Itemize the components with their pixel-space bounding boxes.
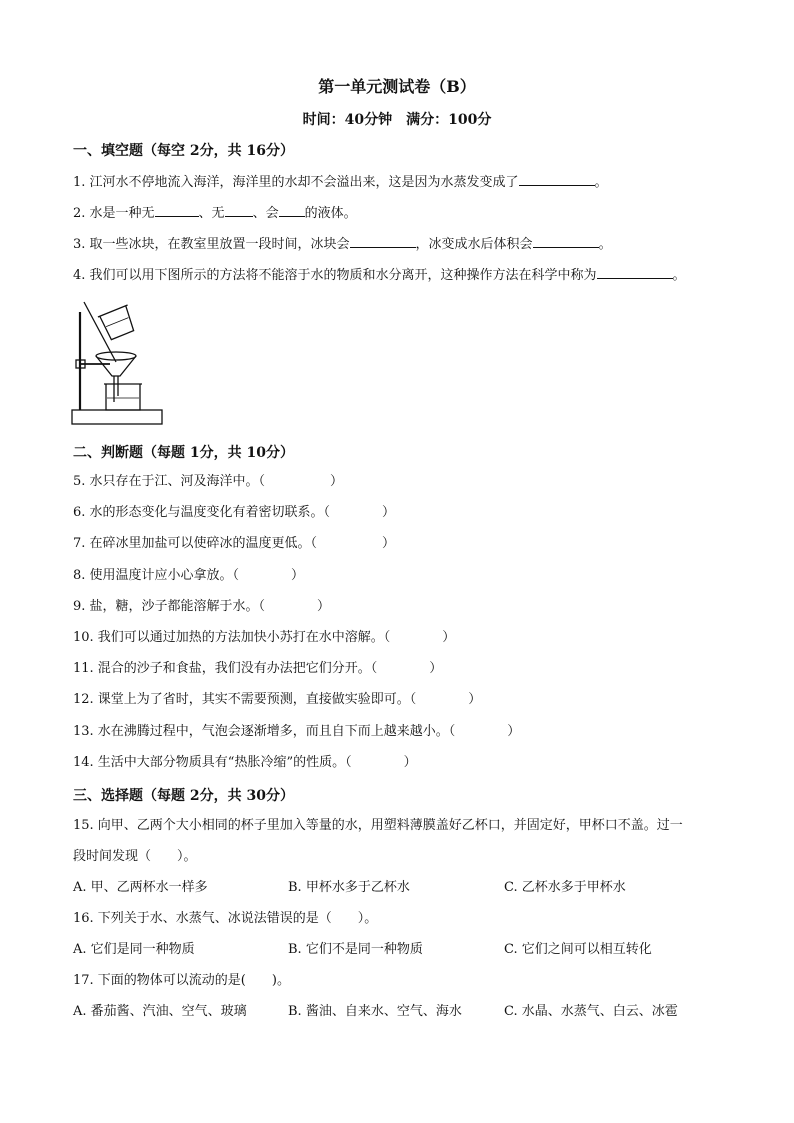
question-11: 11. 混合的沙子和食盐，我们没有办法把它们分开。（ ） [73, 661, 443, 676]
question-17-stem: 17. 下面的物体可以流动的是( )。 [73, 973, 290, 988]
question-1 [73, 172, 608, 192]
filtration-apparatus-icon [70, 292, 166, 430]
question-10: 10. 我们可以通过加热的方法加快小苏打在水中溶解。（ ） [73, 630, 456, 645]
option-c[interactable]: C. 水晶、水蒸气、白云、冰雹 [504, 1004, 678, 1019]
question-2-text: 2. 水是一种无 [73, 206, 155, 221]
section-true-false: 二、判断题（每题 1分，共 10分） [73, 445, 294, 461]
question-9: 9. 盐，糖，沙子都能溶解于水。（ ） [73, 599, 331, 614]
answer-blank[interactable] [279, 203, 305, 217]
option-b[interactable]: B. 甲杯水多于乙杯水 [288, 880, 410, 895]
question-12: 12. 课堂上为了省时，其实不需要预测，直接做实验即可。（ ） [73, 692, 482, 707]
question-4 [73, 265, 686, 285]
question-3-text: 3. 取一些冰块，在教室里放置一段时间，冰块会 [73, 237, 350, 252]
answer-blank[interactable] [225, 203, 253, 217]
section-multiple-choice: 三、选择题（每题 2分，共 30分） [73, 788, 294, 804]
question-4-end: 。 [672, 268, 686, 283]
answer-blank[interactable] [597, 265, 673, 279]
question-2-end: 的液体。 [304, 206, 357, 221]
option-a[interactable]: A. 番茄酱、汽油、空气、玻璃 [73, 1004, 247, 1019]
question-2-text-c: 、会 [252, 206, 279, 221]
exam-time-score: 时间：40分钟 满分：100分 [302, 112, 492, 128]
answer-blank[interactable] [350, 234, 416, 248]
question-15-stem-continued: 段时间发现（ ）。 [73, 849, 197, 864]
answer-blank[interactable] [155, 203, 199, 217]
answer-blank[interactable] [519, 172, 595, 186]
section-fill-in: 一、填空题（每空 2分，共 16分） [73, 143, 294, 159]
question-2-text-b: 、无 [198, 206, 225, 221]
question-7: 7. 在碎冰里加盐可以使碎冰的温度更低。（ ） [73, 536, 396, 551]
question-15-stem: 15. 向甲、乙两个大小相同的杯子里加入等量的水，用塑料薄膜盖好乙杯口，并固定好，甲杯口不盖。过一 [73, 818, 683, 833]
option-b[interactable]: B. 酱油、自来水、空气、海水 [288, 1004, 462, 1019]
question-6: 6. 水的形态变化与温度变化有着密切联系。（ ） [73, 505, 396, 520]
option-b[interactable]: B. 它们不是同一种物质 [288, 942, 423, 957]
option-c[interactable]: C. 乙杯水多于甲杯水 [504, 880, 626, 895]
question-4-text: 4. 我们可以用下图所示的方法将不能溶于水的物质和水分离开，这种操作方法在科学中称为 [73, 268, 597, 283]
question-13: 13. 水在沸腾过程中，气泡会逐渐增多，而且自下而上越来越小。（ ） [73, 724, 521, 739]
question-3 [73, 234, 612, 254]
page-title: 第一单元测试卷（B） [318, 77, 476, 96]
option-a[interactable]: A. 甲、乙两杯水一样多 [73, 880, 208, 895]
question-1-end: 。 [594, 175, 608, 190]
question-16-stem: 16. 下列关于水、水蒸气、冰说法错误的是（ ）。 [73, 911, 378, 926]
answer-blank[interactable] [533, 234, 599, 248]
question-14: 14. 生活中大部分物质具有“热胀冷缩”的性质。（ ） [73, 755, 417, 770]
option-a[interactable]: A. 它们是同一种物质 [73, 942, 195, 957]
question-2 [73, 203, 357, 223]
question-3-text-b: ，冰变成水后体积会 [415, 237, 533, 252]
option-c[interactable]: C. 它们之间可以相互转化 [504, 942, 652, 957]
question-8: 8. 使用温度计应小心拿放。（ ） [73, 568, 305, 583]
question-3-end: 。 [598, 237, 612, 252]
question-5: 5. 水只存在于江、河及海洋中。（ ） [73, 474, 344, 489]
question-1-text: 1. 江河水不停地流入海洋，海洋里的水却不会溢出来，这是因为水蒸发变成了 [73, 175, 519, 190]
